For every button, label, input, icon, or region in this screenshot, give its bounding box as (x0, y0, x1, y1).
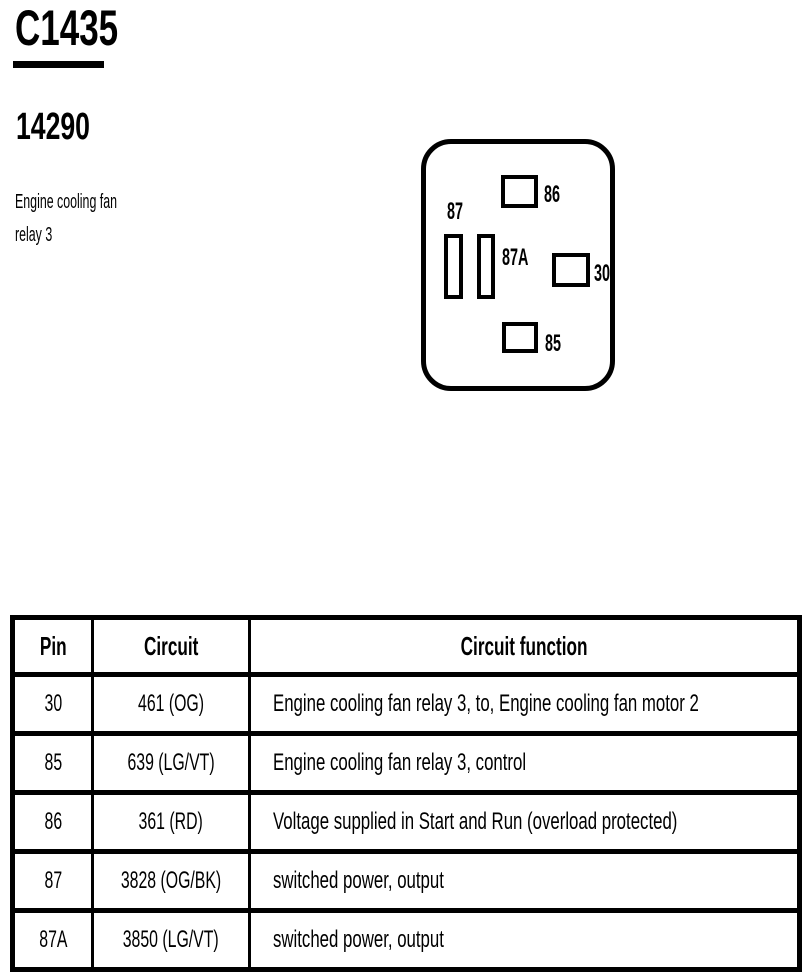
header-circuit: Circuit (93, 618, 250, 675)
header-pin: Pin (13, 618, 93, 675)
pin-30-label: 30 (594, 260, 611, 287)
table-row-pin-86 (13, 793, 800, 852)
circuit-cell: 3828 (OG/BK) (93, 852, 250, 911)
table-row-pin-87a (13, 911, 800, 970)
circuit-function-cell: switched power, output (250, 911, 800, 970)
pin-87-cavity-left (444, 234, 463, 299)
pin-86-cavity (501, 175, 538, 208)
table-row-pin-85 (13, 734, 800, 793)
circuit-cell: 361 (RD) (93, 793, 250, 852)
pin-cell: 87 (13, 852, 93, 911)
circuit-function-cell: Voltage supplied in Start and Run (overload protected) (250, 793, 800, 852)
relay-face-diagram (421, 139, 615, 391)
description-line-1: Engine cooling fan (15, 191, 118, 213)
part-number: 14290 (16, 106, 90, 148)
title-underline (13, 61, 104, 68)
header-circuit-function: Circuit function (250, 618, 800, 675)
circuit-function-cell: switched power, output (250, 852, 800, 911)
circuit-function-cell: Engine cooling fan relay 3, control (250, 734, 800, 793)
pin-87-label: 87 (447, 198, 464, 225)
pin-cell: 30 (13, 675, 93, 734)
pin-cell: 85 (13, 734, 93, 793)
circuit-cell: 3850 (LG/VT) (93, 911, 250, 970)
pin-87-cavity-right (477, 234, 495, 299)
circuit-cell: 461 (OG) (93, 675, 250, 734)
circuit-cell: 639 (LG/VT) (93, 734, 250, 793)
pin-cell: 86 (13, 793, 93, 852)
table-header-row (13, 618, 800, 675)
pin-30-cavity (552, 253, 590, 287)
connector-description (15, 186, 117, 252)
pin-cell: 87A (13, 911, 93, 970)
table-row-pin-30 (13, 675, 800, 734)
circuit-function-cell: Engine cooling fan relay 3, to, Engine cooling fan motor 2 (250, 675, 800, 734)
connector-id-title: C1435 (15, 0, 119, 56)
pin-table (10, 615, 802, 972)
pin-86-label: 86 (544, 181, 561, 208)
table-row-pin-87 (13, 852, 800, 911)
pin-85-label: 85 (545, 330, 562, 357)
description-line-2: relay 3 (15, 224, 53, 246)
pin-87a-label: 87A (502, 244, 529, 271)
pin-85-cavity (502, 322, 538, 353)
